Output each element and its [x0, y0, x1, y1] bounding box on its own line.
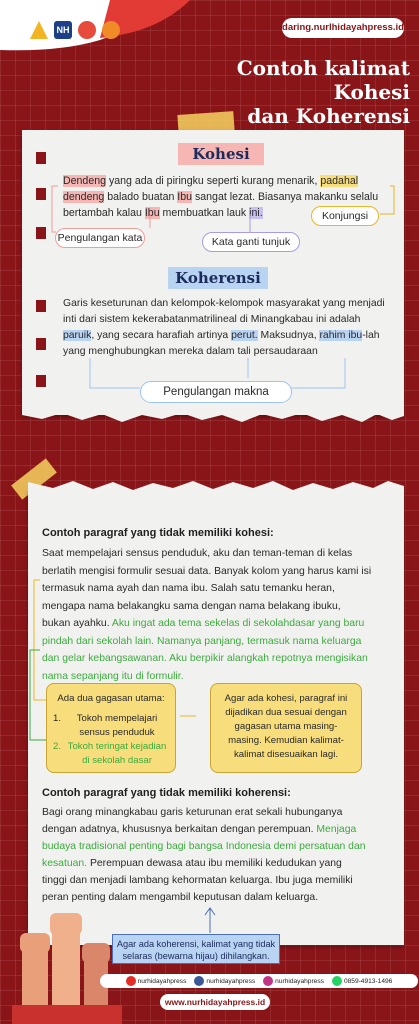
koherensi-heading: Koherensi	[168, 267, 268, 289]
page-title-line2: dan Koherensi	[247, 104, 410, 128]
note-arrow	[200, 905, 220, 935]
whatsapp-link[interactable]: 0859-4913-1496	[332, 976, 392, 986]
section1-heading: Contoh paragraf yang tidak memiliki kohesi:	[42, 527, 274, 539]
social-row	[100, 974, 418, 988]
page-title-line1: Contoh kalimat Kohesi	[236, 56, 410, 104]
box-main-ideas: Ada dua gagasan utama: 1. Tokoh mempelajari sensus penduduk 2. Tokoh teringat kejadian di sekolah dasar	[46, 683, 176, 773]
label-konjungsi: Konjungsi	[311, 206, 379, 226]
word-dendeng-1: Dendeng	[63, 175, 107, 187]
label-pengulangan-kata: Pengulangan kata	[55, 228, 145, 248]
website-badge[interactable]: www.nurhidayahpress.id	[160, 994, 270, 1010]
label-pengulangan-makna: Pengulangan makna	[140, 381, 292, 403]
section2-paragraph: Bagi orang minangkabau garis keturunan erat sekali hubunganya dengan adatnya, khususnya berkaitan dengan perempuan. Menjaga budaya tradisional penting bagi bangsa Indonesia demi persatuan dan kesatuan. Perempuan dewasa atau ibu memiliki kedudukan yang tinggi dan menjadi lambang kehormatan keluarga. Ibu juga memiliki peran penting dalam mengambil keputusan dalam keluarga.	[42, 807, 366, 903]
word-ibu-2: Ibu	[144, 207, 160, 219]
word-rahim-ibu: rahim ibu	[319, 330, 363, 341]
kohesi-paragraph: Dendeng yang ada di piringku seperti kurang menarik, padahal dendeng balado buatan Ibu sangat lezat. Biasanya makanku selalu bertambah kalau Ibu membuatkan lauk ini.	[63, 175, 379, 219]
note-box: Agar ada koherensi, kalimat yang tidak selaras (bewarna hijau) dihilangkan.	[112, 934, 280, 964]
site-url-badge[interactable]: daring.nurlhidayahpress.id	[282, 18, 404, 38]
koherensi-paragraph: Garis keseturunan dan kelompok-kelompok masyarakat yang menjadi inti dari sistem kekerabatanmatrilineal di Minangkabau ini adalah paruik, yang secara harafiah artinya perut. Maksudnya, rahim ibu-lah yang menghubungkan mereka dalam tali persaudaraan	[63, 298, 385, 357]
word-ini: ini.	[249, 207, 263, 219]
instagram-icon	[263, 976, 273, 986]
section1-paragraph: Saat mempelajari sensus penduduk, aku dan teman-teman di kelas berlatih mengisi formulir sesuai data. Banyak kolom yang harus kami isi termasuk nama ayah dan nama ibu. Salah satu temanku heran, mengapa nama belakangku sama dengan nama belakang ibuku, bukan ayahku. Aku ingat ada tema sekelas di sekolahdasar yang baru pindah dari sekolah lain. Namanya panjang, termasuk nama keluarga dan gelar kebangsawanan. Aku berpikir alangkah repotnya mengisikan nama sepanjang itu di formulir.	[42, 548, 372, 682]
box-main-ideas-title: Ada dua gagasan utama:	[57, 693, 165, 704]
youtube-link[interactable]: nurhidayahpress	[126, 976, 187, 986]
label-kata-ganti-tunjuk: Kata ganti tunjuk	[202, 232, 300, 252]
word-perut: perut.	[231, 330, 258, 341]
section2-heading: Contoh paragraf yang tidak memiliki koherensi:	[42, 787, 291, 799]
box-kohesi-fix: Agar ada kohesi, paragraf ini dijadikan dua sesuai dengan gagasan utama masing-masing. Kemudian kalimat-kalimat disesuaikan lagi.	[210, 683, 362, 773]
word-dendeng-2: dendeng	[63, 191, 105, 203]
instagram-link[interactable]: nurhidayahpress	[263, 976, 324, 986]
raised-fists-illustration	[12, 905, 122, 1024]
facebook-link[interactable]: nurhidayahpress	[194, 976, 255, 986]
word-ibu-1: Ibu	[177, 191, 193, 203]
facebook-icon	[194, 976, 204, 986]
word-padahal: padahal	[320, 175, 359, 187]
kohesi-heading: Kohesi	[178, 143, 264, 165]
word-paruik: paruik	[63, 330, 92, 341]
whatsapp-icon	[332, 976, 342, 986]
youtube-icon	[126, 976, 136, 986]
logo-nh-icon: NH	[54, 21, 72, 39]
